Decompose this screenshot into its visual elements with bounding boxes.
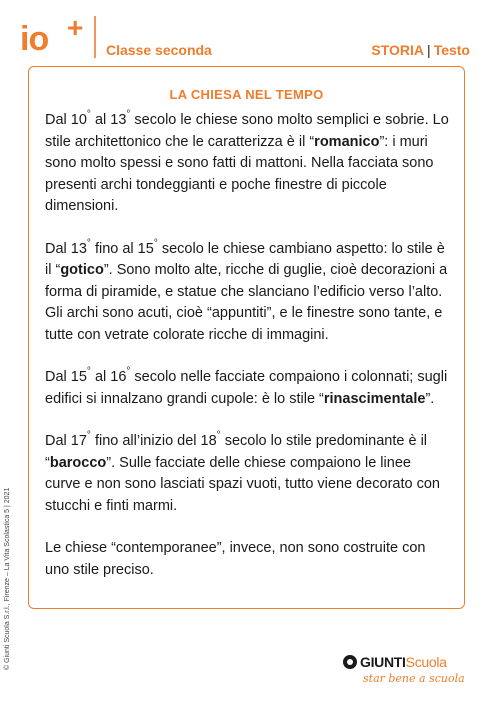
io-plus-logo <box>20 12 84 58</box>
subject-label <box>371 42 470 58</box>
text-run: fino all’inizio del 18 <box>90 433 217 449</box>
style-term: rinascimentale <box>323 390 426 407</box>
paragraph-rinascimentale <box>45 367 450 410</box>
paragraph-barocco <box>45 431 450 517</box>
publisher-name-light: Scuola <box>405 654 447 670</box>
text-run: secolo le chiese sono molto semplici e sobrie. Lo stile architettonico che le caratterizza è il “ <box>45 112 449 150</box>
class-label: Classe seconda <box>106 42 212 58</box>
text-run: ”. <box>425 390 435 407</box>
text-run: al 16 <box>90 369 127 385</box>
text-run: Dal 17 <box>45 433 87 449</box>
text-run: ”. Sulle facciate delle chiese compaiono le linee curve e non sono lasciati spazi vuoti, tutto viene decorato con stucchi e finti marmi. <box>45 454 440 514</box>
degree-mark: ° <box>86 237 91 249</box>
paragraph-gotico <box>45 239 450 347</box>
degree-mark: ° <box>126 109 131 121</box>
text-run: al 13 <box>90 112 127 128</box>
text-run: ”. Sono molto alte, ricche di guglie, cioè decorazioni a forma di piramide, e statue che slanciano l’edificio verso l’alto. Gli archi sono acuti, cioè “appuntiti”, e le finestre sono tante, e tutte con vetrate colorate ricche di immagini. <box>45 262 448 343</box>
style-term: romanico <box>314 133 380 150</box>
subject-separator: | <box>427 42 431 58</box>
content-card <box>28 66 465 609</box>
document-kind: Testo <box>433 42 470 58</box>
card-body <box>45 110 450 602</box>
logo-text: io <box>20 20 49 58</box>
degree-mark: ° <box>86 366 91 378</box>
degree-mark: ° <box>86 109 91 121</box>
text-run: secolo lo stile predominante è il “ <box>45 433 428 471</box>
text-run: Dal 13 <box>45 240 87 257</box>
text-run: ”: i muri sono molto spessi e sono fatti di mattoni. Nella facciata sono presenti archi tondeggianti e poche finestre di piccole dimensioni. <box>45 133 434 214</box>
text-run: Dal 15 <box>45 369 87 385</box>
text-run: secolo nelle facciate compaiono i colonnati; sugli edifici si innalzano grandi cupole: è lo stile “ <box>45 369 448 407</box>
style-term: gotico <box>60 262 104 278</box>
publisher-mark-icon <box>343 655 357 669</box>
degree-mark: ° <box>216 430 221 442</box>
header-divider <box>94 16 96 58</box>
degree-mark: ° <box>153 237 158 249</box>
copyright-credit: © Giunti Scuola S.r.l., Firenze – La Vita Scolastica 5 | 2021 <box>4 487 11 670</box>
card-title: LA CHIESA NEL TEMPO <box>169 87 324 102</box>
subject-name: STORIA <box>371 42 425 58</box>
logo-plus: + <box>67 12 84 43</box>
publisher-tagline: star bene a scuola <box>363 672 465 685</box>
degree-mark: ° <box>126 366 131 378</box>
paragraph-romanico <box>45 110 450 218</box>
style-term: barocco <box>49 454 107 471</box>
degree-mark: ° <box>86 430 91 442</box>
publisher-name <box>360 654 447 670</box>
text-run: Dal 10 <box>45 112 87 128</box>
text-run: secolo le chiese cambiano aspetto: lo stile è il “ <box>45 240 445 278</box>
publisher-name-bold: GIUNTI <box>360 654 406 670</box>
paragraph-contemporanee: Le chiese “contemporanee”, invece, non sono costruite con uno stile preciso. <box>45 540 426 578</box>
text-run: fino al 15 <box>90 240 154 257</box>
